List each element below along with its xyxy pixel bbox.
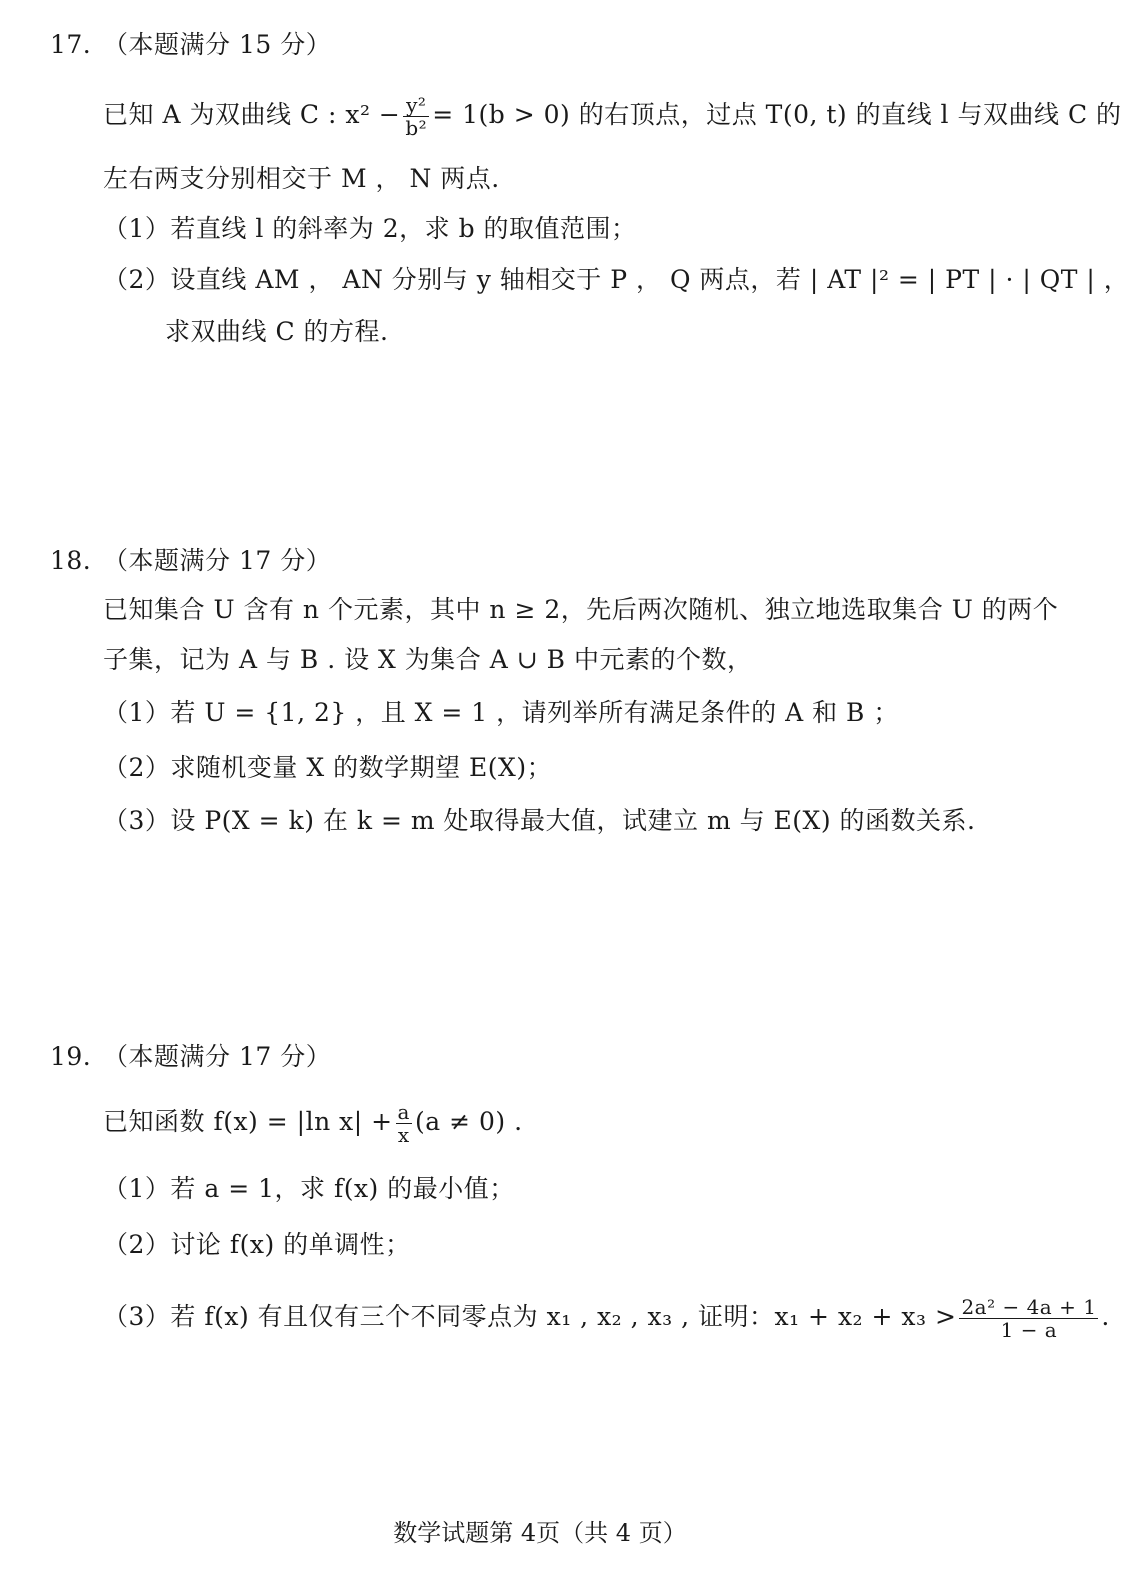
question-17-stem-line1 bbox=[103, 94, 1122, 139]
question-17-stem-line2: 左右两支分别相交于 M ， N 两点. bbox=[103, 164, 500, 193]
question-19-number: 19. bbox=[50, 1042, 92, 1071]
page-footer: 数学试题第 4页（共 4 页） bbox=[393, 1519, 687, 1547]
question-17-part-2-continued: 求双曲线 C 的方程. bbox=[165, 317, 389, 346]
question-19-part-1: （1）若 a = 1，求 f(x) 的最小值； bbox=[103, 1174, 515, 1203]
question-18-part-2: （2）求随机变量 X 的数学期望 E(X)； bbox=[103, 753, 553, 782]
question-18-part-3: （3）设 P(X = k) 在 k = m 处取得最大值，试建立 m 与 E(X) 的函数关系. bbox=[103, 806, 976, 835]
question-19-part-3-fraction bbox=[959, 1296, 1098, 1341]
question-19-part-3-end: . bbox=[1101, 1302, 1110, 1331]
question-17-fraction bbox=[403, 94, 429, 139]
question-17-part-1: （1）若直线 l 的斜率为 2，求 b 的取值范围； bbox=[103, 214, 637, 243]
question-19-score: （本题满分 17 分） bbox=[103, 1042, 332, 1071]
question-19-part-3-fraction-denominator: 1 − a bbox=[1000, 1318, 1058, 1342]
question-19-part-3 bbox=[103, 1296, 1110, 1341]
question-19-part-2: （2）讨论 f(x) 的单调性； bbox=[103, 1230, 411, 1259]
question-17-part-2: （2）设直线 AM ， AN 分别与 y 轴相交于 P ， Q 两点，若 | AT |² = | PT | · | QT | ， bbox=[103, 265, 1129, 294]
question-19-fraction-denominator: x bbox=[397, 1123, 410, 1147]
question-18-score: （本题满分 17 分） bbox=[103, 546, 332, 575]
question-19-stem bbox=[103, 1101, 523, 1146]
question-17-score: （本题满分 15 分） bbox=[103, 30, 332, 59]
question-19-part-3-text: （3）若 f(x) 有且仅有三个不同零点为 x₁ , x₂ , x₃ , 证明：x₁ + x₂ + x₃ > bbox=[103, 1302, 957, 1331]
question-19-fraction-numerator: a bbox=[397, 1100, 410, 1124]
question-18-part-1: （1）若 U = {1, 2} ，且 X = 1 ，请列举所有满足条件的 A 和 B ； bbox=[103, 698, 899, 727]
question-19-stem-b: (a ≠ 0) . bbox=[414, 1107, 523, 1136]
question-18-number: 18. bbox=[50, 546, 92, 575]
question-18-stem-line1: 已知集合 U 含有 n 个元素，其中 n ≥ 2，先后两次随机、独立地选取集合 U 的两个 bbox=[103, 595, 1059, 624]
question-19-fraction bbox=[396, 1101, 412, 1146]
question-17-fraction-denominator: b² bbox=[405, 116, 428, 140]
question-19-stem-a: 已知函数 f(x) = |ln x| + bbox=[103, 1107, 393, 1136]
question-17-stem-a: 已知 A 为双曲线 C : x² − bbox=[103, 100, 401, 129]
question-17-fraction-numerator: y² bbox=[403, 94, 429, 117]
question-19-part-3-fraction-numerator: 2a² − 4a + 1 bbox=[961, 1295, 1097, 1319]
question-17-stem-b: = 1(b > 0) 的右顶点，过点 T(0, t) 的直线 l 与双曲线 C 的 bbox=[432, 100, 1122, 129]
question-18-stem-line2: 子集，记为 A 与 B . 设 X 为集合 A ∪ B 中元素的个数， bbox=[103, 645, 753, 674]
question-17-number: 17. bbox=[50, 30, 92, 59]
